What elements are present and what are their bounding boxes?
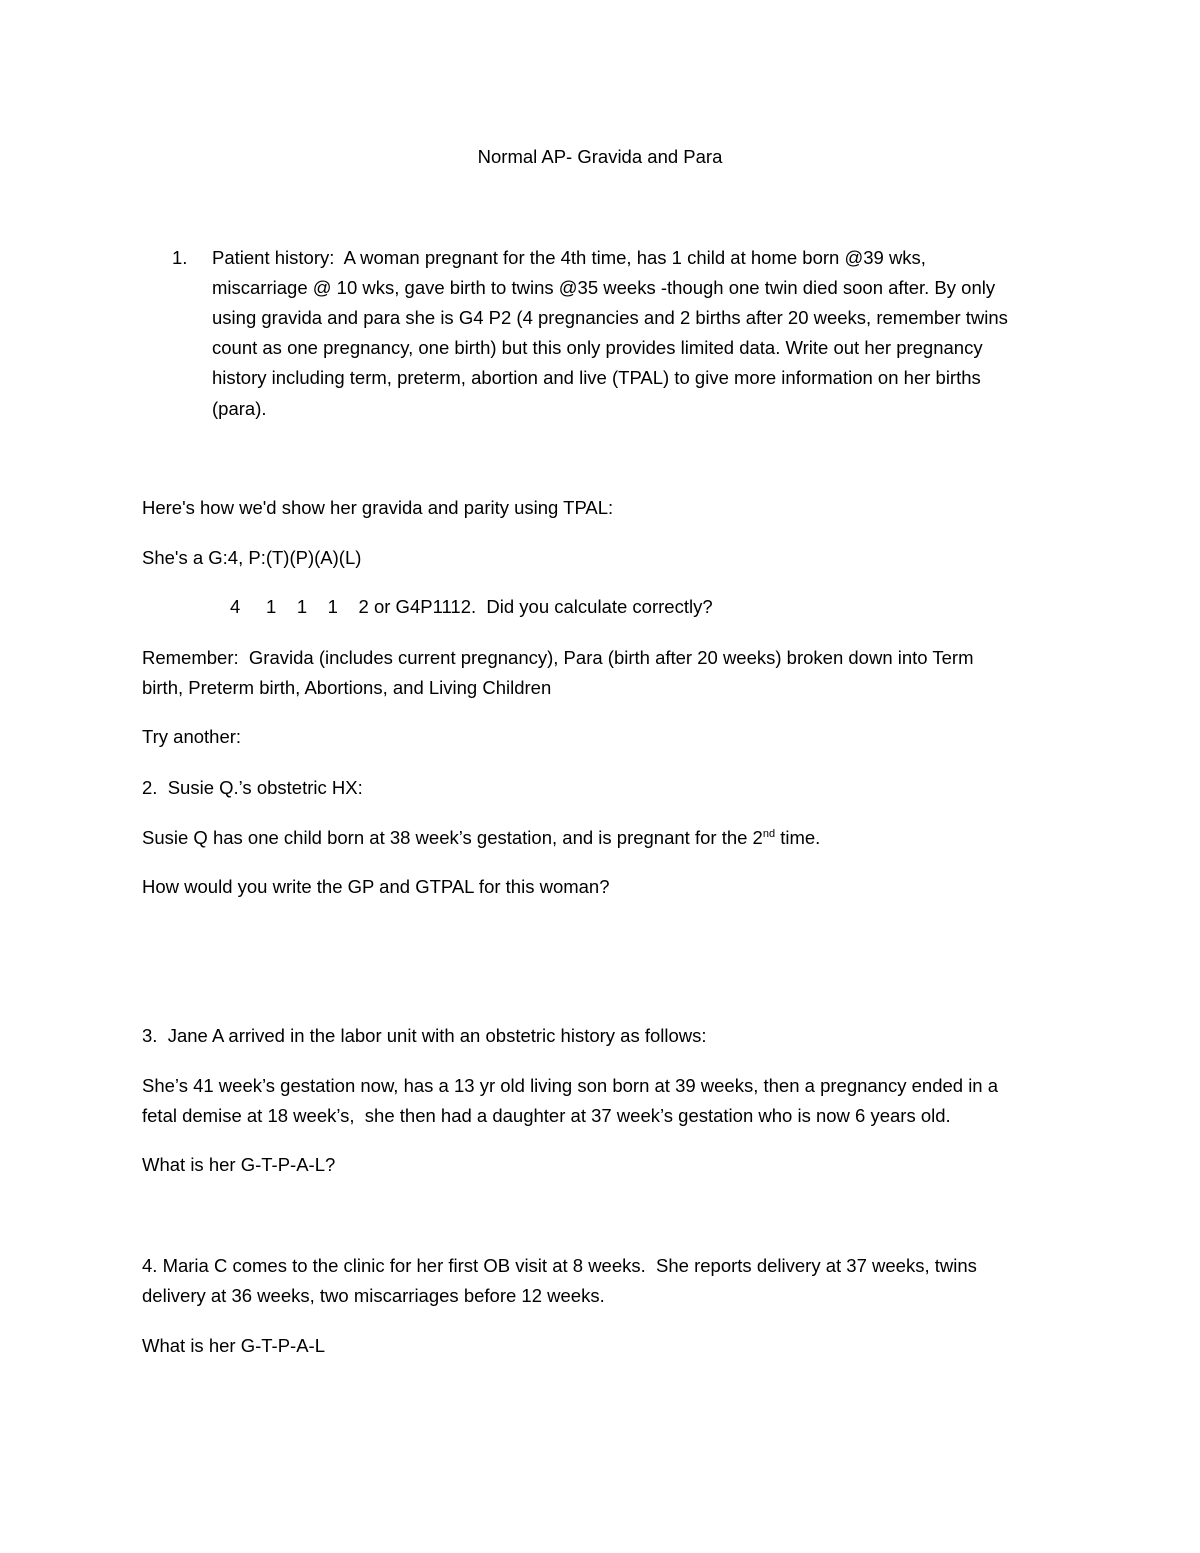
page-title: Normal AP- Gravida and Para bbox=[477, 146, 723, 167]
tpal-format: She's a G:4, P:(T)(P)(A)(L) bbox=[142, 547, 362, 568]
question-2-text bbox=[142, 823, 820, 853]
tpal-intro: Here's how we'd show her gravida and parity using TPAL: bbox=[142, 497, 614, 518]
question-2-text-main: Susie Q has one child born at 38 week’s gestation, and is pregnant for the 2 bbox=[142, 827, 763, 848]
question-1-line-6: (para). bbox=[212, 398, 267, 419]
question-1-line-5: history including term, preterm, abortion and live (TPAL) to give more information on her births bbox=[212, 367, 981, 388]
question-1-line-1: Patient history: A woman pregnant for the 4th time, has 1 child at home born @39 wks, bbox=[212, 247, 926, 268]
question-4-line-2: delivery at 36 weeks, two miscarriages before 12 weeks. bbox=[142, 1285, 605, 1306]
question-3-prompt: What is her G-T-P-A-L? bbox=[142, 1154, 336, 1175]
ordinal-suffix: nd bbox=[762, 827, 776, 840]
question-2-prompt: How would you write the GP and GTPAL for this woman? bbox=[142, 876, 610, 897]
try-another: Try another: bbox=[142, 726, 242, 747]
remember-line-2: birth, Preterm birth, Abortions, and Living Children bbox=[142, 677, 552, 698]
question-1-line-2: miscarriage @ 10 wks, gave birth to twins @35 weeks -though one twin died soon after. By only bbox=[212, 277, 996, 298]
question-2-text-end: time. bbox=[775, 827, 821, 848]
question-1-line-4: count as one pregnancy, one birth) but this only provides limited data. Write out her pregnancy bbox=[212, 337, 983, 358]
question-3-line-1: She’s 41 week’s gestation now, has a 13 yr old living son born at 39 weeks, then a pregnancy ended in a bbox=[142, 1075, 999, 1096]
tpal-values: 4 1 1 1 2 or G4P1112. Did you calculate correctly? bbox=[230, 596, 713, 617]
question-3-heading: 3. Jane A arrived in the labor unit with an obstetric history as follows: bbox=[142, 1025, 707, 1046]
question-2-heading: 2. Susie Q.’s obstetric HX: bbox=[142, 777, 363, 798]
remember-line-1: Remember: Gravida (includes current pregnancy), Para (birth after 20 weeks) broken down into Term bbox=[142, 647, 974, 668]
question-3-line-2: fetal demise at 18 week’s, she then had a daughter at 37 week’s gestation who is now 6 years old. bbox=[142, 1105, 951, 1126]
question-4-prompt: What is her G-T-P-A-L bbox=[142, 1335, 325, 1356]
question-1-number: 1. bbox=[172, 247, 188, 268]
question-4-line-1: 4. Maria C comes to the clinic for her first OB visit at 8 weeks. She reports delivery at 37 weeks, twins bbox=[142, 1255, 977, 1276]
question-1-line-3: using gravida and para she is G4 P2 (4 pregnancies and 2 births after 20 weeks, remember twins bbox=[212, 307, 1008, 328]
